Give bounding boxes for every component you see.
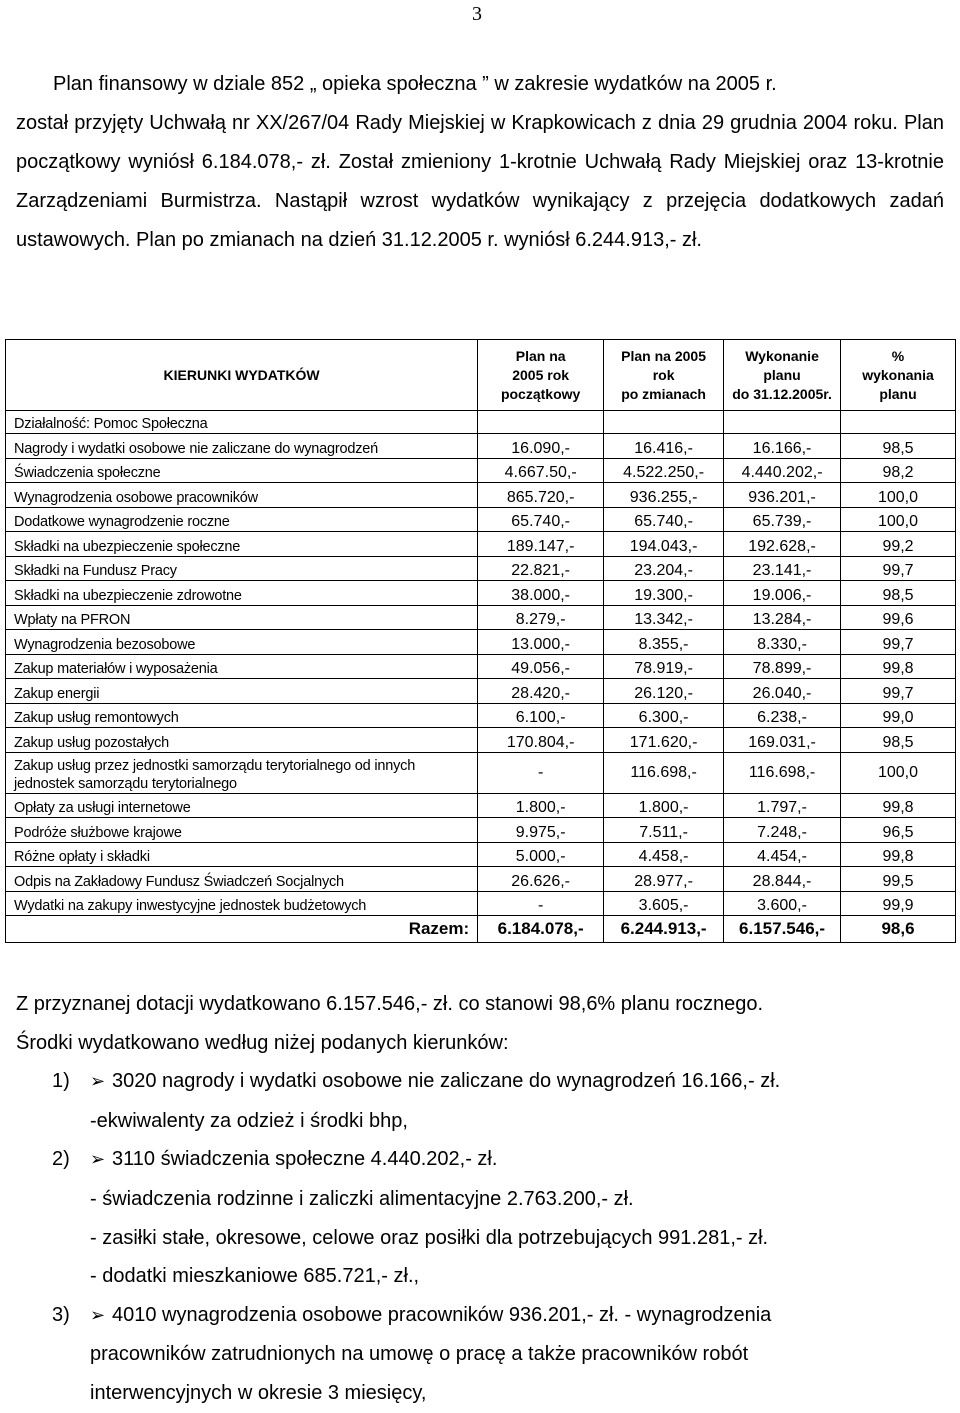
row-plan-changed: 78.919,-: [604, 654, 724, 679]
list-sub-item: -ekwiwalenty za odzież i środki bhp,: [90, 1109, 408, 1132]
row-executed: 192.628,-: [724, 532, 841, 557]
summary-line-1: Z przyznanej dotacji wydatkowano 6.157.546,- zł. co stanowi 98,6% planu rocznego.: [16, 993, 764, 1015]
row-executed: 116.698,-: [724, 752, 841, 793]
row-executed: 28.844,-: [724, 867, 841, 892]
total-executed: 6.157.546,-: [724, 916, 841, 943]
row-name: Dodatkowe wynagrodzenie roczne: [6, 507, 478, 532]
row-plan-start: -: [478, 891, 604, 916]
total-row: [6, 916, 956, 943]
table-row: [6, 654, 956, 679]
row-plan-start: 1.800,-: [478, 793, 604, 818]
row-plan-start: 9.975,-: [478, 818, 604, 843]
row-name: Zakup usług przez jednostki samorządu terytorialnego od innych jednostek samorządu terytorialnego: [6, 752, 478, 793]
list-item-text: 3110 świadczenia społeczne 4.440.202,- zł.: [112, 1148, 498, 1171]
row-name: Różne opłaty i składki: [6, 842, 478, 867]
table-row: [6, 793, 956, 818]
table-row: [6, 867, 956, 892]
table-header-row: [6, 340, 956, 411]
list-sub-item: - dodatki mieszkaniowe 685.721,- zł.,: [90, 1265, 420, 1288]
row-percent: 99,2: [841, 532, 956, 557]
row-percent: 99,7: [841, 556, 956, 581]
list-sub-item: - świadczenia rodzinne i zaliczki alimentacyjne 2.763.200,- zł.: [90, 1187, 634, 1210]
row-plan-start: 38.000,-: [478, 581, 604, 606]
row-percent: 99,8: [841, 842, 956, 867]
summary-items: [16, 1062, 946, 1412]
row-plan-start: 5.000,-: [478, 842, 604, 867]
row-plan-changed: 65.740,-: [604, 507, 724, 532]
table-row: [6, 556, 956, 581]
row-name: Składki na ubezpieczenie zdrowotne: [6, 581, 478, 606]
row-name: Zakup usług remontowych: [6, 703, 478, 728]
section-empty-cell: [724, 411, 841, 434]
row-executed: 23.141,-: [724, 556, 841, 581]
table-row: [6, 818, 956, 843]
row-name: Wynagrodzenia bezosobowe: [6, 630, 478, 655]
row-plan-start: 170.804,-: [478, 728, 604, 753]
table-row: [6, 581, 956, 606]
row-percent: 99,8: [841, 793, 956, 818]
header-percent: % wykonania planu: [841, 340, 956, 411]
row-plan-changed: 194.043,-: [604, 532, 724, 557]
list-number: 1): [52, 1070, 70, 1093]
header-plan-changed: Plan na 2005 rok po zmianach: [604, 340, 724, 411]
table-row: [6, 434, 956, 459]
row-plan-start: -: [478, 752, 604, 793]
row-name: Wynagrodzenia osobowe pracowników: [6, 483, 478, 508]
row-plan-changed: 16.416,-: [604, 434, 724, 459]
section-label: Działalność: Pomoc Społeczna: [6, 411, 478, 434]
row-plan-start: 65.740,-: [478, 507, 604, 532]
header-plan-start: Plan na 2005 rok początkowy: [478, 340, 604, 411]
row-percent: 99,7: [841, 679, 956, 704]
arrow-bullet-icon: ➢: [90, 1304, 106, 1326]
row-plan-start: 13.000,-: [478, 630, 604, 655]
row-executed: 16.166,-: [724, 434, 841, 459]
row-plan-changed: 4.458,-: [604, 842, 724, 867]
intro-paragraph: [16, 65, 944, 260]
row-plan-changed: 28.977,-: [604, 867, 724, 892]
table-row: [6, 483, 956, 508]
header-executed: Wykonanie planu do 31.12.2005r.: [724, 340, 841, 411]
row-percent: 98,5: [841, 434, 956, 459]
row-executed: 169.031,-: [724, 728, 841, 753]
row-name: Zakup materiałów i wyposażenia: [6, 654, 478, 679]
row-name: Świadczenia społeczne: [6, 458, 478, 483]
header-directions: KIERUNKI WYDATKÓW: [6, 340, 478, 411]
row-percent: 99,0: [841, 703, 956, 728]
table-row: [6, 630, 956, 655]
list-item-text: 3020 nagrody i wydatki osobowe nie zaliczane do wynagrodzeń 16.166,- zł.: [112, 1070, 781, 1093]
row-plan-start: 4.667.50,-: [478, 458, 604, 483]
row-plan-changed: 936.255,-: [604, 483, 724, 508]
row-name: Opłaty za usługi internetowe: [6, 793, 478, 818]
intro-text: został przyjęty Uchwałą nr XX/267/04 Rady Miejskiej w Krapkowicach z dnia 29 grudnia 2004 roku. Plan początkowy wyniósł 6.184.078,- zł. Został zmieniony 1-krotnie Uchwałą Rady Miejskiej oraz 13-krotnie Zarządzeniami Burmistrza. Nastąpił wzrost wydatków wynikający z przejęcia dodatkowych zadań ustawowych. Plan po zmianach na dzień 31.12.2005 r. wyniósł 6.244.913,- zł.: [16, 112, 944, 251]
arrow-bullet-icon: ➢: [90, 1071, 106, 1093]
list-item-continuation: pracowników zatrudnionych na umowę o pracę a także pracowników robót: [90, 1343, 749, 1366]
summary-list-item: [16, 1140, 946, 1180]
table-row: [6, 891, 956, 916]
row-name: Odpis na Zakładowy Fundusz Świadczeń Socjalnych: [6, 867, 478, 892]
row-executed: 3.600,-: [724, 891, 841, 916]
row-executed: 4.440.202,-: [724, 458, 841, 483]
summary-list-item: [16, 1062, 946, 1102]
table-row: [6, 703, 956, 728]
section-empty-cell: [841, 411, 956, 434]
row-plan-start: 865.720,-: [478, 483, 604, 508]
row-percent: 99,5: [841, 867, 956, 892]
table-row: [6, 605, 956, 630]
row-percent: 98,2: [841, 458, 956, 483]
table-row: [6, 679, 956, 704]
row-plan-changed: 171.620,-: [604, 728, 724, 753]
intro-first-line: Plan finansowy w dziale 852 „ opieka społeczna ” w zakresie wydatków na 2005 r.: [53, 73, 777, 95]
row-percent: 99,7: [841, 630, 956, 655]
row-executed: 78.899,-: [724, 654, 841, 679]
row-plan-changed: 1.800,-: [604, 793, 724, 818]
row-plan-start: 28.420,-: [478, 679, 604, 704]
row-percent: 100,0: [841, 507, 956, 532]
row-name: Podróże służbowe krajowe: [6, 818, 478, 843]
summary-line-2: Środki wydatkowano według niżej podanych kierunków:: [16, 1031, 509, 1054]
row-percent: 99,6: [841, 605, 956, 630]
arrow-bullet-icon: ➢: [90, 1149, 106, 1171]
list-number: 3): [52, 1303, 70, 1326]
row-executed: 8.330,-: [724, 630, 841, 655]
row-name: Zakup energii: [6, 679, 478, 704]
row-name: Zakup usług pozostałych: [6, 728, 478, 753]
row-percent: 100,0: [841, 752, 956, 793]
row-plan-changed: 13.342,-: [604, 605, 724, 630]
row-executed: 4.454,-: [724, 842, 841, 867]
row-executed: 1.797,-: [724, 793, 841, 818]
list-number: 2): [52, 1148, 70, 1171]
row-plan-start: 16.090,-: [478, 434, 604, 459]
table-row: [6, 458, 956, 483]
table-row: [6, 507, 956, 532]
row-name: Składki na ubezpieczenie społeczne: [6, 532, 478, 557]
row-percent: 99,9: [841, 891, 956, 916]
row-executed: 65.739,-: [724, 507, 841, 532]
row-plan-changed: 6.300,-: [604, 703, 724, 728]
row-plan-start: 6.100,-: [478, 703, 604, 728]
row-plan-changed: 26.120,-: [604, 679, 724, 704]
row-plan-changed: 116.698,-: [604, 752, 724, 793]
total-plan-start: 6.184.078,-: [478, 916, 604, 943]
summary-section: [16, 985, 946, 1413]
row-name: Nagrody i wydatki osobowe nie zaliczane do wynagrodzeń: [6, 434, 478, 459]
row-plan-changed: 8.355,-: [604, 630, 724, 655]
total-percent: 98,6: [841, 916, 956, 943]
row-plan-start: 189.147,-: [478, 532, 604, 557]
row-percent: 100,0: [841, 483, 956, 508]
row-plan-start: 22.821,-: [478, 556, 604, 581]
section-empty-cell: [604, 411, 724, 434]
row-plan-changed: 4.522.250,-: [604, 458, 724, 483]
row-percent: 99,8: [841, 654, 956, 679]
row-percent: 96,5: [841, 818, 956, 843]
row-plan-changed: 23.204,-: [604, 556, 724, 581]
row-percent: 98,5: [841, 728, 956, 753]
section-row: [6, 411, 956, 434]
table-row: [6, 842, 956, 867]
row-name: Składki na Fundusz Pracy: [6, 556, 478, 581]
row-plan-start: 49.056,-: [478, 654, 604, 679]
page-number: 3: [472, 3, 482, 25]
budget-table: [5, 339, 956, 943]
list-sub-item: - zasiłki stałe, okresowe, celowe oraz posiłki dla potrzebujących 991.281,- zł.: [90, 1226, 769, 1249]
row-executed: 26.040,-: [724, 679, 841, 704]
summary-list-item: [16, 1296, 946, 1336]
row-plan-changed: 7.511,-: [604, 818, 724, 843]
row-executed: 19.006,-: [724, 581, 841, 606]
row-plan-start: 8.279,-: [478, 605, 604, 630]
row-executed: 936.201,-: [724, 483, 841, 508]
row-executed: 13.284,-: [724, 605, 841, 630]
list-item-continuation: interwencyjnych w okresie 3 miesięcy,: [90, 1381, 427, 1404]
row-plan-changed: 19.300,-: [604, 581, 724, 606]
total-plan-changed: 6.244.913,-: [604, 916, 724, 943]
row-name: Wydatki na zakupy inwestycyjne jednostek budżetowych: [6, 891, 478, 916]
table-row: [6, 752, 956, 793]
list-item-text: 4010 wynagrodzenia osobowe pracowników 936.201,- zł. - wynagrodzenia: [112, 1303, 772, 1326]
row-plan-changed: 3.605,-: [604, 891, 724, 916]
row-plan-start: 26.626,-: [478, 867, 604, 892]
table-row: [6, 532, 956, 557]
row-executed: 6.238,-: [724, 703, 841, 728]
row-name: Wpłaty na PFRON: [6, 605, 478, 630]
table-row: [6, 728, 956, 753]
row-executed: 7.248,-: [724, 818, 841, 843]
section-empty-cell: [478, 411, 604, 434]
row-percent: 98,5: [841, 581, 956, 606]
total-label: Razem:: [6, 916, 478, 943]
